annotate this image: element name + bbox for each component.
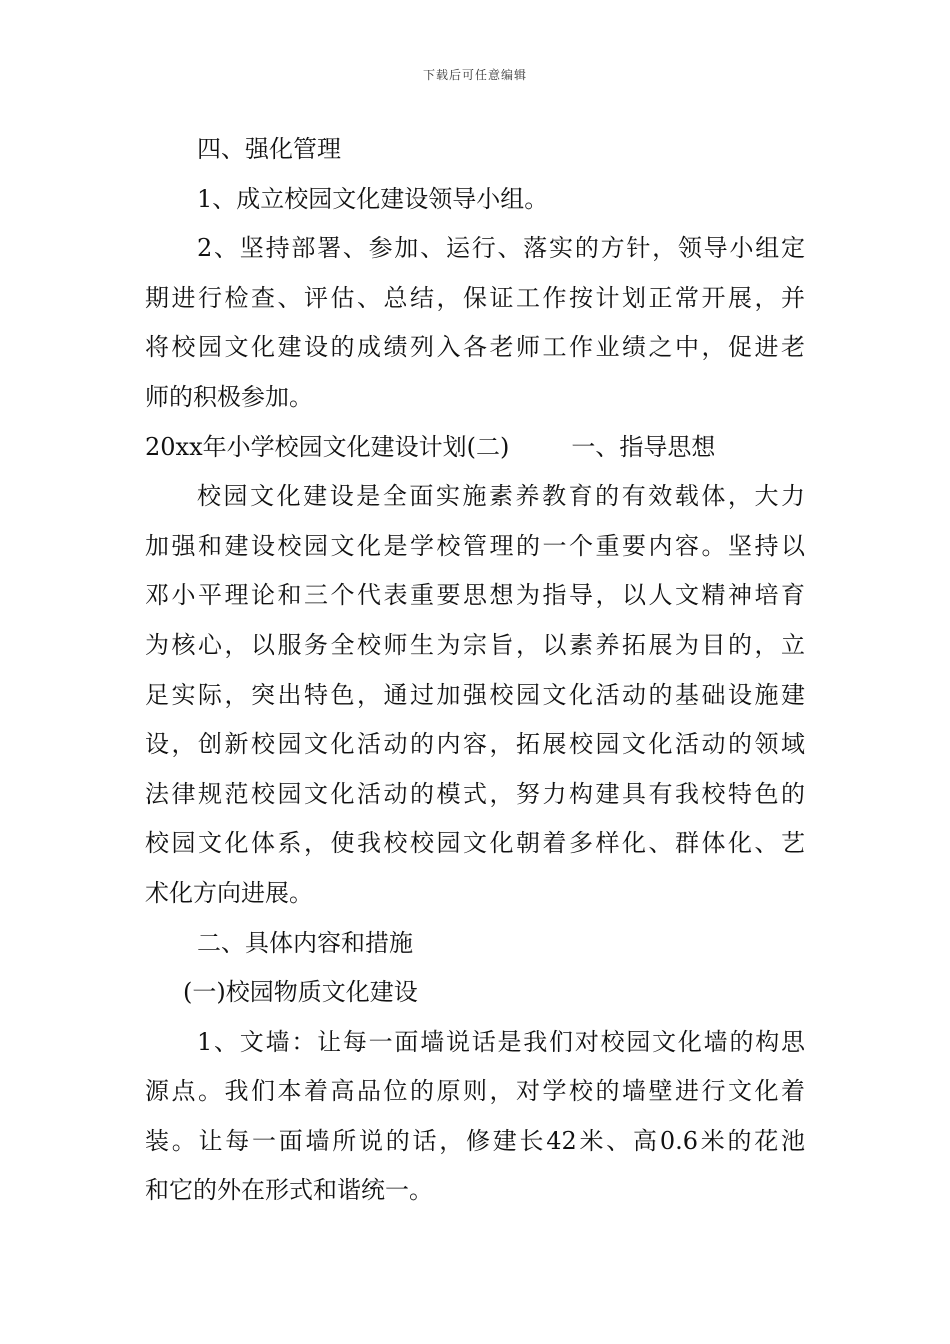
document-body — [145, 125, 805, 1216]
paragraph-line: 2、坚持部署、参加、运行、落实的方针，领导小组定 — [197, 234, 805, 263]
document-title: 20xx年小学校园文化建设计划(二) — [145, 432, 510, 461]
paragraph-line: 将校园文化建设的成绩列入各老师工作业绩之中，促进老 — [145, 333, 805, 362]
paragraph-line: 装。让每一面墙所说的话，修建长42米、高0.6米的花池 — [145, 1126, 805, 1155]
paragraph-line: 期进行检查、评估、总结，保证工作按计划正常开展，并 — [145, 283, 805, 312]
document-title-line — [145, 423, 805, 473]
paragraph-line: 1、成立校园文化建设领导小组。 — [197, 184, 549, 213]
paragraph-line: 设，创新校园文化活动的内容，拓展校园文化活动的领域 — [145, 730, 805, 759]
paragraph-line: 加强和建设校园文化是学校管理的一个重要内容。坚持以 — [145, 531, 805, 560]
paragraph-line: 术化方向进展。 — [145, 878, 313, 907]
page-header-note: 下载后可任意编辑 — [422, 68, 527, 82]
paragraph-line: 师的积极参加。 — [145, 382, 313, 411]
paragraph-line: 1、文墙：让每一面墙说话是我们对校园文化墙的构思 — [197, 1027, 805, 1056]
paragraph-line: 法律规范校园文化活动的模式，努力构建具有我校特色的 — [145, 779, 805, 808]
paragraph-line: 为核心，以服务全校师生为宗旨，以素养拓展为目的，立 — [145, 630, 805, 659]
paragraph-line: 足实际，突出特色，通过加强校园文化活动的基础设施建 — [145, 680, 805, 709]
paragraph-line: 校园文化建设是全面实施素养教育的有效载体，大力 — [197, 482, 805, 511]
section-heading: 二、具体内容和措施 — [197, 928, 413, 957]
paragraph-line: 校园文化体系，使我校校园文化朝着多样化、群体化、艺 — [145, 829, 805, 858]
subsection-heading: (一)校园物质文化建设 — [183, 978, 418, 1007]
paragraph-line: 源点。我们本着高品位的原则，对学校的墙壁进行文化着 — [145, 1077, 805, 1106]
paragraph-line: 和它的外在形式和谐统一。 — [145, 1176, 433, 1205]
section-heading: 一、指导思想 — [571, 432, 716, 461]
paragraph-line: 邓小平理论和三个代表重要思想为指导，以人文精神培育 — [145, 581, 805, 610]
section-heading: 四、强化管理 — [197, 135, 341, 163]
